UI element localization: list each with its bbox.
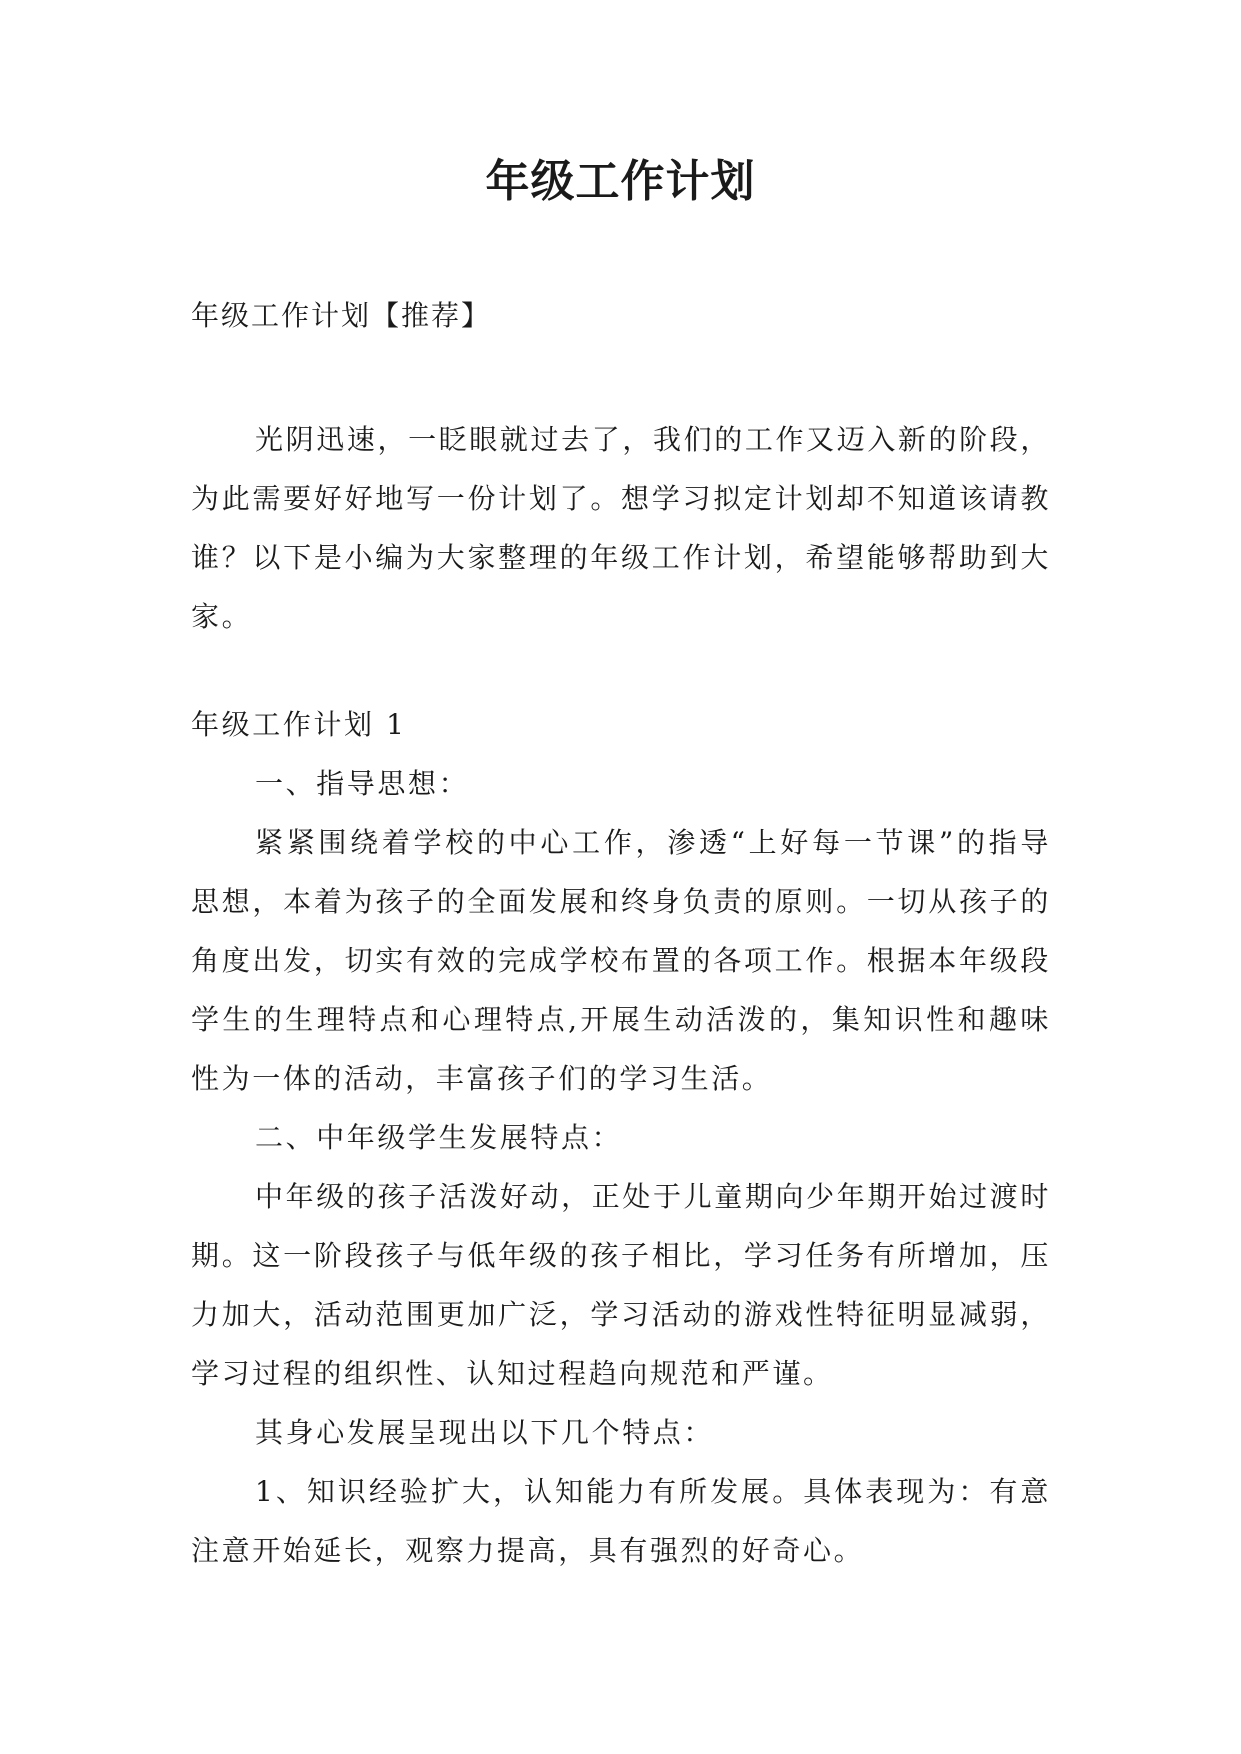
intro-paragraph: 光阴迅速，一眨眼就过去了，我们的工作又迈入新的阶段，为此需要好好地写一份计划了。想学习拟定计划却不知道该请教谁？以下是小编为大家整理的年级工作计划，希望能够帮助到大家。 [191, 423, 1051, 633]
document-subtitle: 年级工作计划【推荐】 [191, 299, 492, 332]
heading-student-characteristics: 二、中年级学生发展特点： [255, 1121, 623, 1154]
section-heading: 年级工作计划 1 [191, 708, 407, 741]
paragraph-guiding-ideology: 紧紧围绕着学校的中心工作，渗透“上好每一节课”的指导思想，本着为孩子的全面发展和终身负责的原则。一切从孩子的角度出发，切实有效的完成学校布置的各项工作。根据本年级段学生的生理特点和心理特点,开展生动活泼的，集知识性和趣味性为一体的活动，丰富孩子们的学习生活。 [191, 826, 1051, 1095]
paragraph-student-characteristics: 中年级的孩子活泼好动，正处于儿童期向少年期开始过渡时期。这一阶段孩子与低年级的孩子相比，学习任务有所增加，压力加大，活动范围更加广泛，学习活动的游戏性特征明显减弱，学习过程的组织性、认知过程趋向规范和严谨。 [191, 1180, 1051, 1390]
paragraph-feature-1: 1、知识经验扩大，认知能力有所发展。具体表现为：有意注意开始延长，观察力提高，具有强烈的好奇心。 [191, 1475, 1051, 1567]
paragraph-features-intro: 其身心发展呈现出以下几个特点： [255, 1416, 715, 1449]
heading-guiding-ideology: 一、指导思想： [255, 767, 470, 800]
page-title: 年级工作计划 [485, 156, 756, 207]
section-body [191, 695, 1051, 1580]
